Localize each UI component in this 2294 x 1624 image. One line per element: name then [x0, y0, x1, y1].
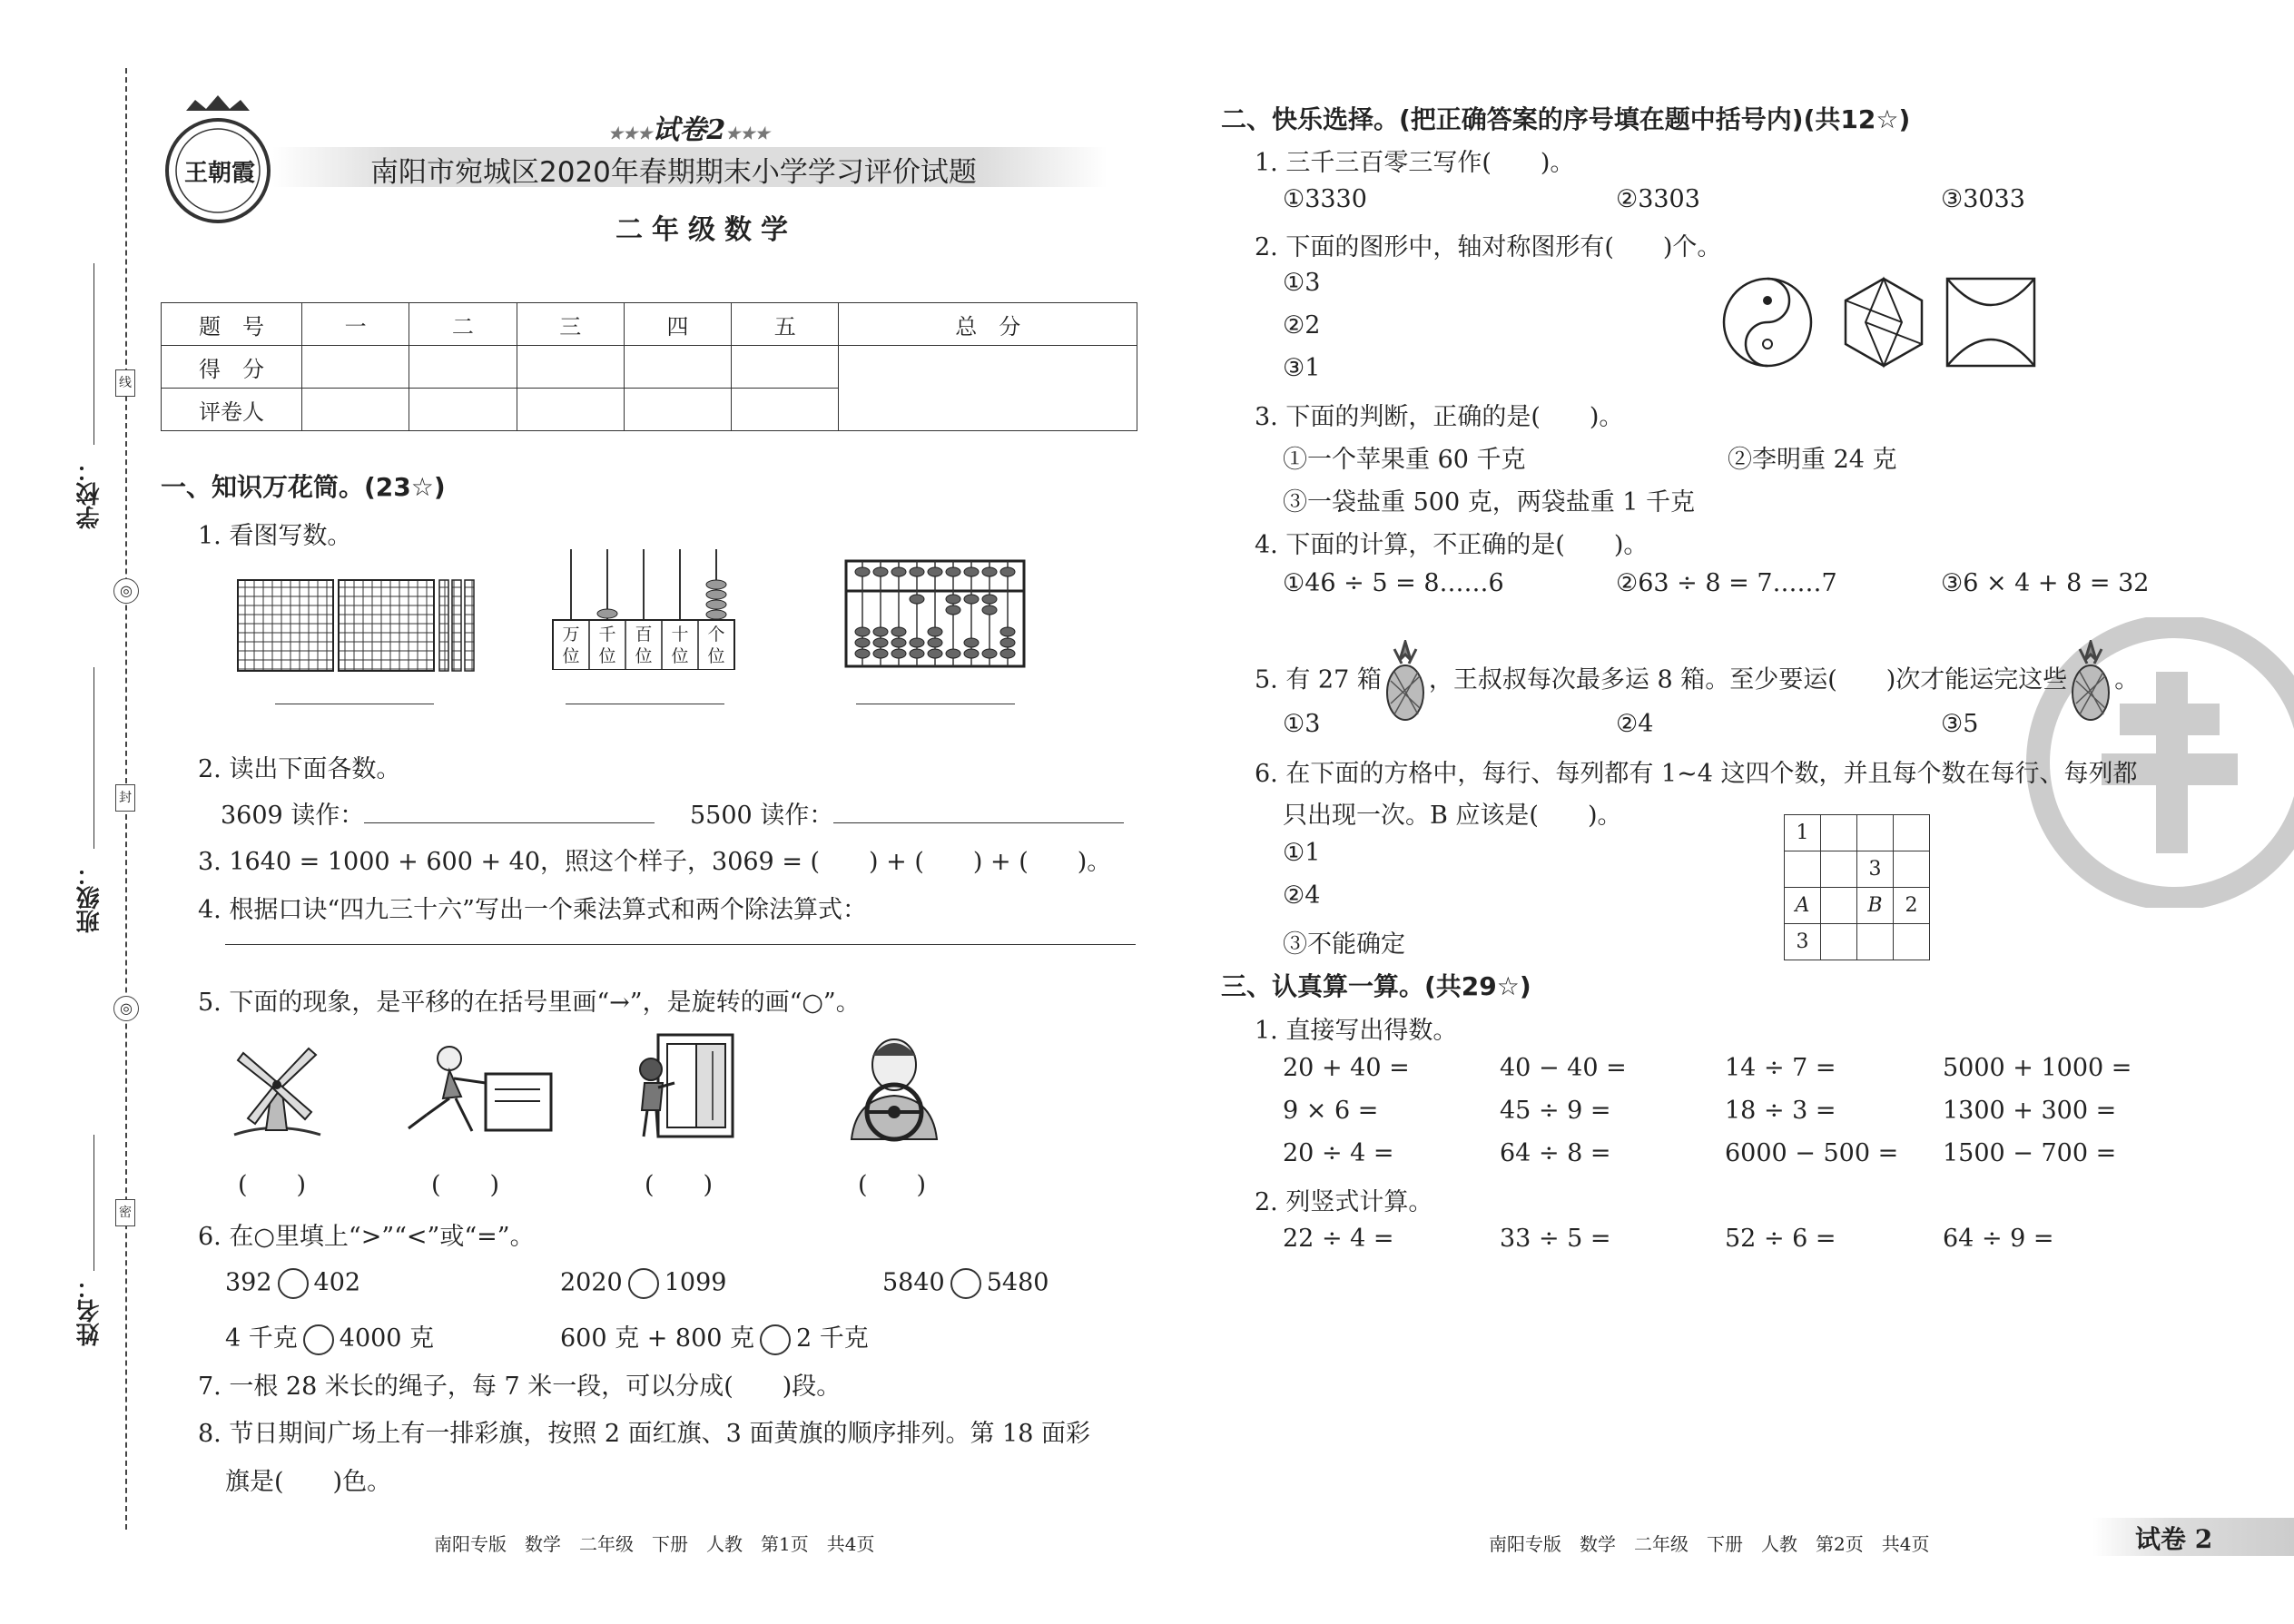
grid-cell	[1894, 851, 1930, 888]
compare-right: 402	[313, 1268, 361, 1297]
section2-title: 二、快乐选择。(把正确答案的序号填在题中括号内)(共12☆)	[1221, 104, 1911, 134]
calc-item: 64 ÷ 8 =	[1500, 1139, 1611, 1167]
compare-item	[560, 1268, 726, 1299]
s2-q2-option[interactable]: ②2	[1283, 311, 1321, 340]
s1-q5: 5. 下面的现象，是平移的在括号里画“→”，是旋转的画“○”。	[198, 989, 861, 1017]
grid-cell	[1894, 924, 1930, 960]
s2-q6-line1: 6. 在下面的方格中，每行、每列都有 1~4 这四个数，并且每个数在每行、每列都	[1255, 760, 2138, 788]
grader-cell[interactable]	[409, 389, 517, 431]
cut-mark-line: 线	[115, 369, 135, 397]
score-table	[161, 302, 1137, 431]
calc-item: 6000 − 500 =	[1725, 1139, 1899, 1167]
score-cell[interactable]	[517, 346, 624, 389]
grid-cell	[1821, 851, 1857, 888]
compare-right: 2 千克	[796, 1324, 869, 1353]
s2-q1: 1. 三千三百零三写作( )。	[1255, 149, 1575, 177]
s1-q1: 1. 看图写数。	[198, 522, 352, 550]
compare-item	[882, 1268, 1049, 1299]
s1-q4-answer-line[interactable]	[225, 944, 1136, 945]
footer-left: 南阳专版 数学 二年级 下册 人教 第1页 共4页	[434, 1533, 875, 1555]
grid-cell	[1857, 924, 1894, 960]
s2-q3-option[interactable]: ①一个苹果重 60 千克	[1283, 446, 1526, 474]
compare-item	[225, 1318, 434, 1355]
compare-circle[interactable]	[628, 1268, 659, 1299]
calc-item: 5000 + 1000 =	[1943, 1054, 2132, 1082]
s1-q8-line1: 8. 节日期间广场上有一排彩旗，按照 2 面红旗、3 面黄旗的顺序排列。第 18 面彩	[198, 1420, 1090, 1448]
th-question-no: 题 号	[162, 303, 302, 346]
total-score-cell[interactable]	[839, 346, 1137, 431]
calc-item: 20 + 40 =	[1283, 1054, 1410, 1082]
s2-q5-text-c: 。	[2114, 665, 2140, 694]
s1-q2a-text: 3609 读作：	[221, 802, 365, 830]
calc-item: 20 ÷ 4 =	[1283, 1139, 1394, 1167]
base-ten-blocks-picture	[236, 578, 486, 677]
s2-q3-option[interactable]: ②李明重 24 克	[1728, 446, 1897, 474]
pineapple-icon	[2067, 640, 2114, 722]
boy-sliding-window-picture	[631, 1033, 735, 1144]
compare-circle[interactable]	[278, 1268, 309, 1299]
compare-circle[interactable]	[303, 1324, 334, 1355]
s2-q6-line2: 只出现一次。B 应该是( )。	[1283, 802, 1622, 830]
compare-right: 1099	[664, 1268, 727, 1297]
calc-item: 40 − 40 =	[1500, 1054, 1627, 1082]
compare-right: 4000 克	[339, 1324, 435, 1353]
footer-tag: 试卷 2	[2135, 1524, 2213, 1554]
place-label-shi: 十位	[671, 625, 689, 666]
s2-q6-option[interactable]: ③不能确定	[1283, 930, 1405, 959]
s3-q1: 1. 直接写出得数。	[1255, 1017, 1458, 1045]
compare-left: 4 千克	[225, 1324, 298, 1353]
grader-cell[interactable]	[302, 389, 409, 431]
th-1: 一	[302, 303, 409, 346]
logo-emblem	[159, 91, 277, 227]
score-cell[interactable]	[624, 346, 731, 389]
s2-q1-option[interactable]: ①3330	[1283, 185, 1367, 213]
s1-q7: 7. 一根 28 米长的绳子，每 7 米一段，可以分成( )段。	[198, 1373, 842, 1401]
calc-item: 52 ÷ 6 =	[1725, 1225, 1836, 1253]
s2-q2-option[interactable]: ③1	[1283, 354, 1321, 382]
grader-cell[interactable]	[517, 389, 624, 431]
th-4: 四	[624, 303, 731, 346]
s2-q4: 4. 下面的计算，不正确的是( )。	[1255, 531, 1649, 559]
compare-circle[interactable]	[760, 1324, 791, 1355]
compare-circle[interactable]	[950, 1268, 981, 1299]
s3-q2: 2. 列竖式计算。	[1255, 1188, 1433, 1216]
compare-left: 600 克 + 800 克	[560, 1324, 755, 1353]
th-2: 二	[409, 303, 517, 346]
row-score-label: 得 分	[162, 346, 302, 389]
section3-title: 三、认真算一算。(共29☆)	[1221, 971, 1531, 1001]
score-cell[interactable]	[302, 346, 409, 389]
score-cell[interactable]	[409, 346, 517, 389]
calc-item: 33 ÷ 5 =	[1500, 1225, 1611, 1253]
subject-title: 二年级数学	[615, 214, 797, 246]
place-label-wan: 万位	[562, 625, 580, 666]
score-cell[interactable]	[732, 346, 839, 389]
grid-cell	[1821, 888, 1857, 924]
grid-cell	[1785, 851, 1821, 888]
binding-hole-icon: ◎	[113, 996, 139, 1021]
name-label: 姓名：	[76, 1275, 103, 1346]
series-text: 试卷2	[652, 114, 726, 146]
footer-right: 南阳专版 数学 二年级 下册 人教 第2页 共4页	[1489, 1533, 1930, 1555]
row-grader-label: 评卷人	[162, 389, 302, 431]
calc-item: 64 ÷ 9 =	[1943, 1225, 2054, 1253]
s2-q5-text-b: ，王叔叔每次最多运 8 箱。至少要运( )次才能运完这些	[1428, 665, 2068, 694]
abacus-picture	[844, 559, 1026, 672]
grid-cell	[1857, 815, 1894, 851]
s2-q5-option[interactable]: ①3	[1283, 710, 1321, 738]
calc-item: 14 ÷ 7 =	[1725, 1054, 1836, 1082]
exam-title: 南阳市宛城区2020年春期期末小学学习评价试题	[370, 156, 977, 189]
sudoku-grid	[1784, 814, 1930, 960]
man-steering-wheel-picture	[842, 1030, 947, 1147]
calc-item: 1300 + 300 =	[1943, 1097, 2117, 1125]
read-answer-blank[interactable]	[364, 822, 655, 823]
s1-q6: 6. 在○里填上“>”“<”或“=”。	[198, 1223, 535, 1251]
grid-cell: B	[1857, 888, 1894, 924]
place-label-qian: 千位	[598, 625, 616, 666]
answer-paren-wheel[interactable]: ( )	[858, 1171, 927, 1199]
calc-item: 45 ÷ 9 =	[1500, 1097, 1611, 1125]
th-total: 总 分	[839, 303, 1137, 346]
s2-q5-text-a: 5. 有 27 箱	[1255, 665, 1382, 694]
grid-cell: 1	[1785, 815, 1821, 851]
calc-item: 9 × 6 =	[1283, 1097, 1379, 1125]
s2-q1-option[interactable]: ②3303	[1616, 185, 1700, 213]
grid-cell: 2	[1894, 888, 1930, 924]
s2-q6-option[interactable]: ①1	[1283, 839, 1321, 867]
s1-q2b-text: 5500 读作：	[690, 802, 834, 830]
compare-left: 5840	[882, 1268, 945, 1297]
s2-q4-option[interactable]: ③6 × 4 + 8 = 32	[1941, 569, 2150, 597]
s2-q2: 2. 下面的图形中，轴对称图形有( )个。	[1255, 233, 1722, 261]
s1-q2: 2. 读出下面各数。	[198, 755, 401, 783]
boy-pushing-box-picture	[399, 1042, 554, 1141]
s2-q3: 3. 下面的判断，正确的是( )。	[1255, 403, 1624, 431]
section1-title: 一、知识万花筒。(23☆)	[161, 472, 446, 502]
s2-q5-option[interactable]: ②4	[1616, 710, 1654, 738]
answer-paren-box[interactable]: ( )	[431, 1171, 500, 1199]
s2-q6-option[interactable]: ②4	[1283, 881, 1321, 910]
compare-left: 2020	[560, 1268, 623, 1297]
calc-item: 1500 − 700 =	[1943, 1139, 2117, 1167]
s2-q4-option[interactable]: ①46 ÷ 5 = 8……6	[1283, 569, 1504, 597]
grader-cell[interactable]	[624, 389, 731, 431]
cut-mark-secret: 密	[115, 1199, 135, 1226]
grid-cell: A	[1785, 888, 1821, 924]
s1-q3: 3. 1640 = 1000 + 600 + 40，照这个样子，3069 = ( ) + ( ) + ( )。	[198, 848, 1112, 876]
th-5: 五	[732, 303, 839, 346]
answer-paren-window[interactable]: ( )	[645, 1171, 714, 1199]
binding-hole-icon: ◎	[113, 578, 139, 604]
th-3: 三	[517, 303, 624, 346]
grid-cell	[1894, 815, 1930, 851]
class-label: 班级：	[76, 862, 103, 933]
compare-left: 392	[225, 1268, 272, 1297]
s1-q2b	[690, 795, 1124, 831]
s1-q2a	[221, 795, 655, 831]
s2-q5	[1255, 640, 2139, 722]
s1-q8-line2: 旗是( )色。	[225, 1468, 392, 1496]
calc-item: 18 ÷ 3 =	[1725, 1097, 1836, 1125]
grid-cell: 3	[1857, 851, 1894, 888]
compare-item	[225, 1268, 360, 1299]
place-label-ge: 个位	[707, 625, 725, 666]
series-label: ★★★试卷2★★★	[608, 114, 770, 146]
calc-item: 22 ÷ 4 =	[1283, 1225, 1394, 1253]
answer-paren-windmill[interactable]: ( )	[238, 1171, 307, 1199]
school-label: 学校：	[76, 458, 103, 529]
pineapple-icon	[1382, 640, 1429, 722]
grid-cell	[1821, 924, 1857, 960]
grid-cell: 3	[1785, 924, 1821, 960]
grader-cell[interactable]	[732, 389, 839, 431]
read-answer-blank[interactable]	[833, 822, 1124, 823]
s2-q2-option[interactable]: ①3	[1283, 269, 1321, 297]
place-label-bai: 百位	[635, 625, 653, 666]
windmill-picture	[225, 1035, 325, 1143]
s2-q5-option[interactable]: ③5	[1941, 710, 1979, 738]
s2-q4-option[interactable]: ②63 ÷ 8 = 7……7	[1616, 569, 1837, 597]
compare-right: 5480	[986, 1268, 1049, 1297]
logo-text: 王朝霞	[184, 160, 256, 187]
cut-mark-seal: 封	[115, 784, 135, 812]
grid-cell	[1821, 815, 1857, 851]
s1-q4: 4. 根据口诀“四九三十六”写出一个乘法算式和两个除法算式：	[198, 896, 867, 924]
s2-q3-option[interactable]: ③一袋盐重 500 克，两袋盐重 1 千克	[1283, 488, 1696, 517]
s2-q1-option[interactable]: ③3033	[1941, 185, 2025, 213]
compare-item	[560, 1318, 869, 1355]
counting-frame-picture	[551, 547, 737, 670]
symmetry-figures-picture	[1720, 275, 2038, 374]
